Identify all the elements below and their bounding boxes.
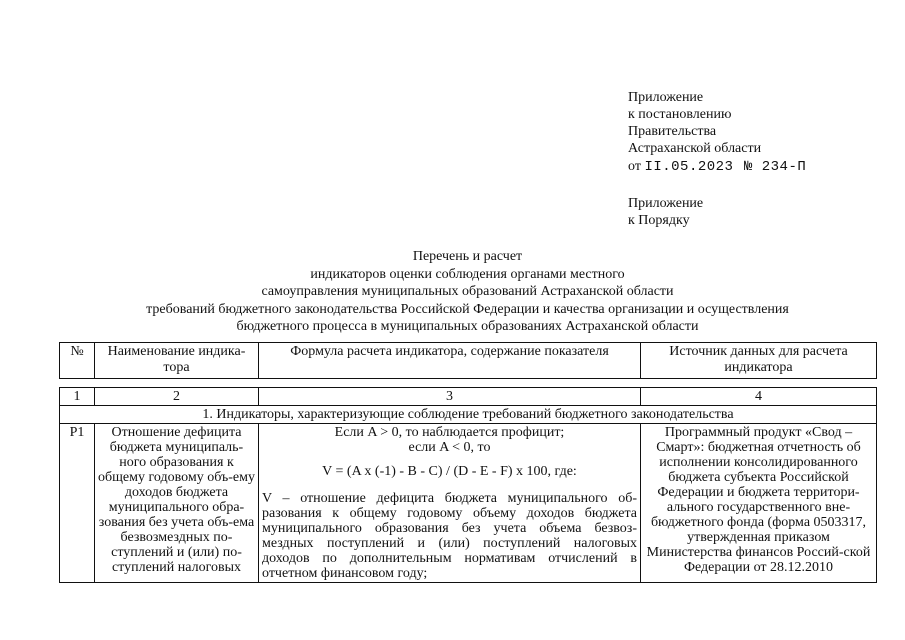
header-formula: Формула расчета индикатора, содержание показателя bbox=[259, 343, 641, 379]
title-line: индикаторов оценки соблюдения органами местного bbox=[310, 266, 625, 282]
column-number: 1 bbox=[60, 388, 95, 406]
column-number: 4 bbox=[641, 388, 877, 406]
header-source: Источник данных для расчета индикатора bbox=[641, 343, 877, 379]
indicator-source: Программный продукт «Свод – Смарт»: бюджетная отчетность об исполнении консолидированного бюджета субъекта Российской Федерации и бюджета территори-ального государственного вне-бюджетного фонда (форма 0503317, утвержденная приказом Министерства финансов Россий-ской Федерации от 28.12.2010 bbox=[641, 424, 877, 583]
indicator-formula-cell bbox=[259, 424, 641, 583]
formula-condition: если A < 0, то bbox=[408, 440, 491, 455]
column-number: 3 bbox=[259, 388, 641, 406]
title-line: Перечень и расчет bbox=[412, 249, 523, 264]
section-title: 1. Индикаторы, характеризующие соблюдение требований бюджетного законодательства bbox=[60, 406, 877, 424]
approval-stamp bbox=[628, 89, 806, 176]
header-number: № bbox=[60, 343, 95, 379]
approval-date: II.05.2023 bbox=[644, 159, 734, 175]
annex-line: Приложение bbox=[628, 196, 704, 211]
column-number: 2 bbox=[95, 388, 259, 406]
approval-line: к постановлению bbox=[628, 107, 732, 122]
document-title bbox=[60, 248, 875, 336]
title-line: бюджетного процесса в муниципальных образованиях Астраханской области bbox=[236, 319, 699, 334]
approval-line: Астраханской области bbox=[628, 141, 762, 156]
annex-line: к Порядку bbox=[628, 213, 690, 228]
approval-line: Правительства bbox=[628, 124, 717, 139]
formula-expression: V = (A x (-1) - B - C) / (D - E - F) x 100, где: bbox=[322, 464, 577, 479]
title-line: самоуправления муниципальных образований Астраханской области bbox=[261, 284, 674, 299]
formula-description: V – отношение дефицита бюджета муниципального об-разования к общему годовому объему доходов бюджета муниципального образования без учета объема безвоз-мездных поступлений и (или) поступлений налоговых доходов по дополнительным нормативам отчислений в отчетном финансовом году; bbox=[262, 491, 637, 581]
approval-line: Приложение bbox=[628, 90, 704, 105]
table-header bbox=[59, 342, 877, 379]
date-prefix: от bbox=[628, 159, 641, 174]
header-indicator-name: Наименование индика-тора bbox=[95, 343, 259, 379]
formula-condition: Если A > 0, то наблюдается профицит; bbox=[334, 425, 565, 440]
indicator-table bbox=[59, 387, 877, 583]
title-line: требований бюджетного законодательства Российской Федерации и качества организации и осуществления bbox=[146, 301, 789, 317]
approval-date-line bbox=[628, 158, 806, 176]
indicator-name: Отношение дефицита бюджета муниципаль-ного образования к общему годовому объ-ему доходов бюджета муниципального обра-зования без учета объ-ема безвозмездных по-ступлений и (или) по-ступлений налоговых bbox=[95, 424, 259, 583]
table-row bbox=[60, 424, 877, 583]
approval-number: № 234-П bbox=[743, 159, 807, 175]
annex-note bbox=[628, 195, 703, 229]
indicator-id: Р1 bbox=[60, 424, 95, 583]
